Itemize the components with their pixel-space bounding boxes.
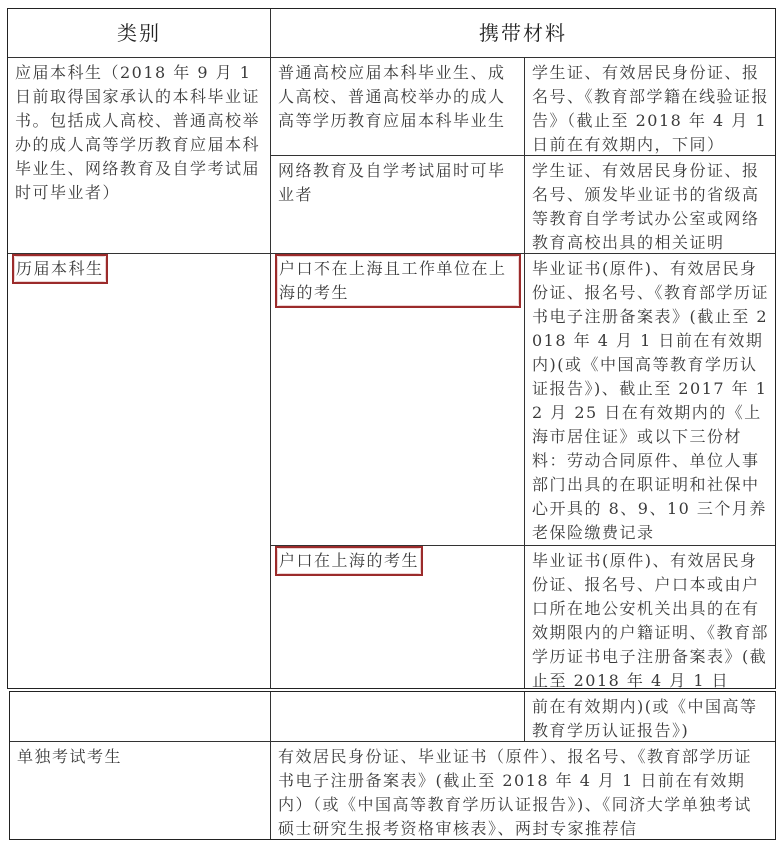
category-previous-graduates [8,254,270,281]
materials-regular-graduates: 学生证、有效居民身份证、报名号、《教育部学籍在线验证报告》（截止至 2018 年 4 月 1 日前在有效期内，下同） [532,63,770,154]
highlight-shanghai-hukou: 户口在上海的考生 [278,549,420,573]
materials-online-selfstudy: 学生证、有效居民身份证、报名号、颁发毕业证书的省级高等教育自学考试办公室或网络教育高校出具的相关证明 [532,161,760,252]
materials-non-shanghai-hukou: 毕业证书(原件)、有效居民身份证、报名号、《教育部学历证书电子注册备案表》(截止至 2018 年 4 月 1 日前在有效期内)(或《中国高等教育学历认证报告》)、截止至 2017 年 12 月 25 日在有效期内的《上海市居住证》或以下三份材料：劳动合同原件、单位人事部门出具的在职证明和社保中心开具的 8、9、10 三个月养老保险缴费记录 [532,259,770,542]
subcategory-online-selfstudy: 网络教育及自学考试届时可毕业者 [278,161,506,204]
category-current-graduates: 应届本科生（2018 年 9 月 1 日前取得国家承认的本科毕业证书。包括成人高校、普通高校举办的成人高等学历教育应届本科毕业生、网络教育及自学考试届时可毕业者） [15,63,261,202]
materials-independent-exam: 有效居民身份证、毕业证书（原件）、报名号、《教育部学历证书电子注册备案表》(截止至 2018 年 4 月 1 日前在有效期内）（或《中国高等教育学历认证报告》)、《同济大学单独考试硕士研究生报考资格审核表》、两封专家推荐信 [278,747,753,838]
subcategory-shanghai-hukou [271,546,524,573]
highlight-previous-graduates: 历届本科生 [15,257,105,281]
category-independent-exam: 单独考试考生 [17,747,123,766]
subcategory-non-shanghai-hukou [271,254,524,305]
materials-shanghai-hukou: 毕业证书(原件)、有效居民身份证、报名号、户口本或由户口所在地公安机关出具的在有效期限内的户籍证明、《教育部学历证书电子注册备案表》(截止至 2018 年 4 月 1 日 [532,551,770,690]
subcategory-regular-graduates: 普通高校应届本科毕业生、成人高校、普通高校举办的成人高等学历教育应届本科毕业生 [278,63,506,130]
header-materials: 携带材料 [479,21,567,45]
header-category: 类别 [117,21,161,45]
materials-shanghai-hukou-continued: 前在有效期内)(或《中国高等教育学历认证报告》) [532,697,758,740]
highlight-non-shanghai-hukou: 户口不在上海且工作单位在上海的考生 [278,257,518,305]
